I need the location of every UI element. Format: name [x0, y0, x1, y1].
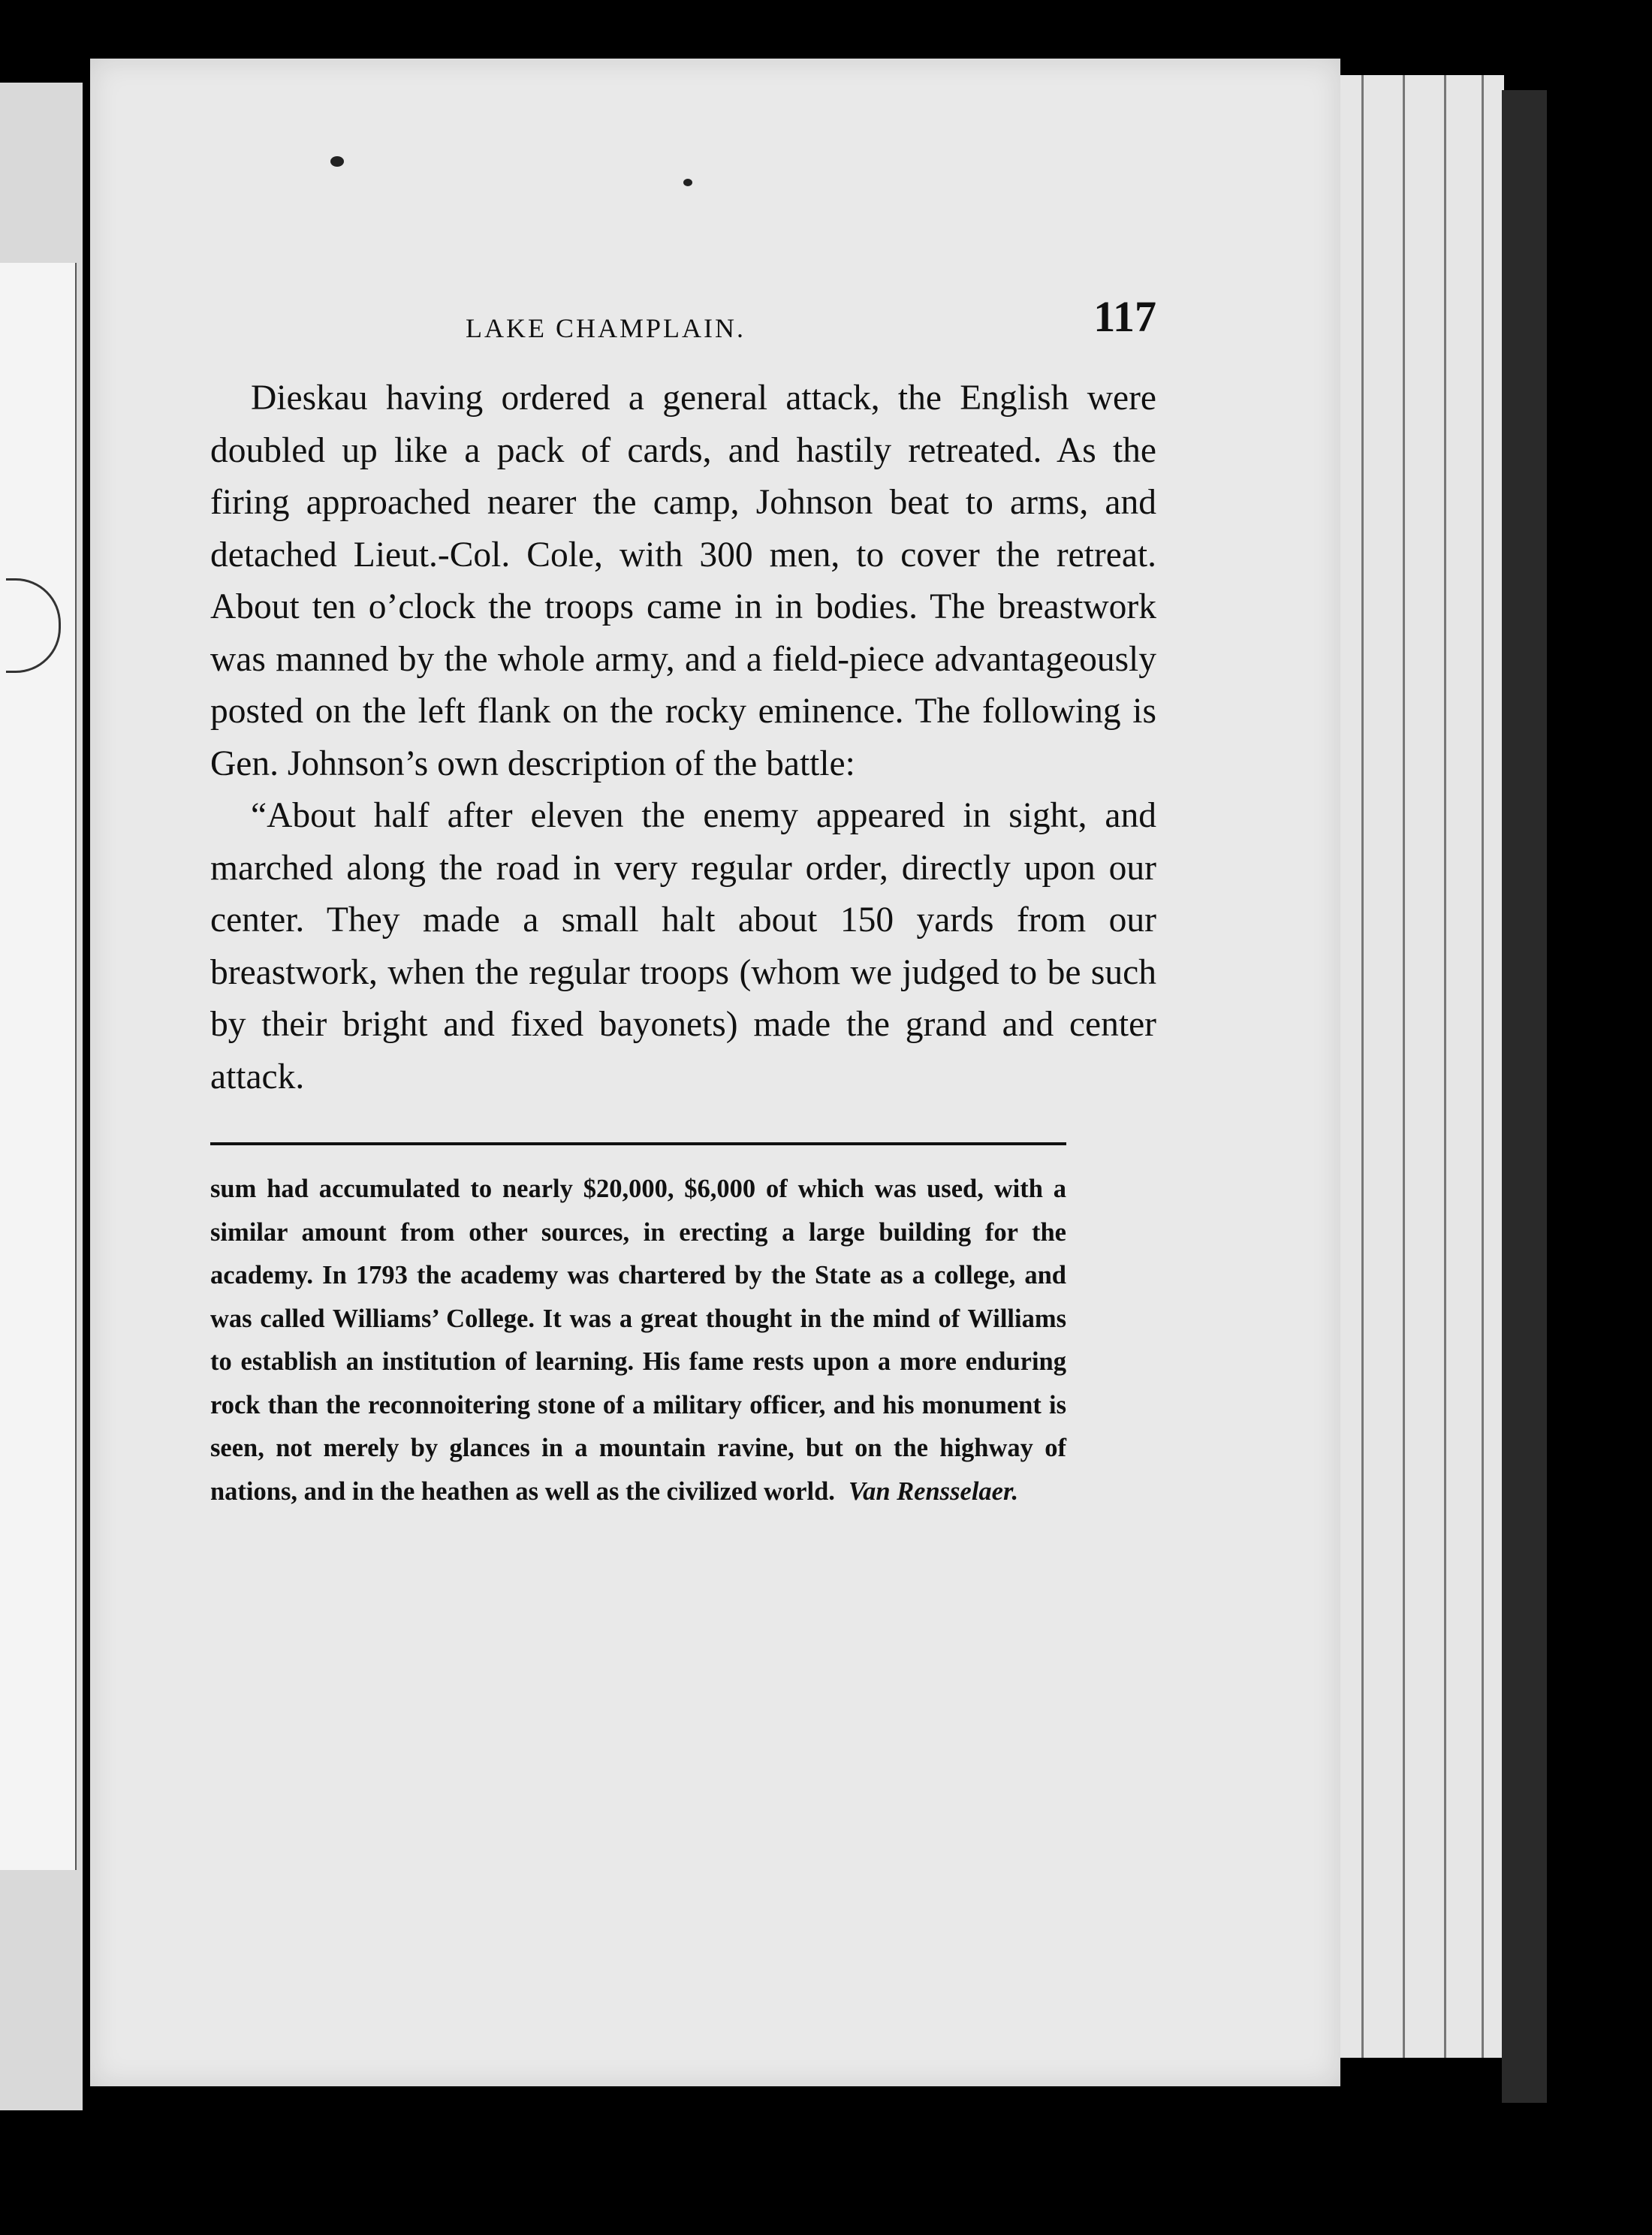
body-paragraph: Dieskau having ordered a general attack, the English were doubled up like a pack of cards, and hastily retreated. As the firing approached nearer the camp, Johnson beat to arms, and detached Lieut.-Col. Cole, with 300 men, to cover the retreat. About ten o’clock the troops came in in bodies. The breastwork was manned by the whole army, and a field-piece advantageously posted on the left flank on the rocky eminence. The following is Gen. Johnson’s own description of the battle:: [210, 379, 1156, 783]
body-paragraph: “About half after eleven the enemy appeared in sight, and marched along the road in very regular order, directly upon our center. They made a small halt about 150 yards from our breastwork, when the regular troops (whom we judged to be such by their bright and fixed bayonets) made the grand and center attack.: [210, 796, 1156, 1096]
running-head-title: LAKE CHAMPLAIN.: [466, 313, 746, 343]
page-number: 117: [1093, 292, 1156, 341]
book-page: [90, 59, 1340, 2086]
ink-speck: [683, 179, 692, 186]
left-page-margin: [0, 263, 77, 1870]
running-head: [210, 291, 1156, 359]
left-page-edge: [0, 83, 83, 2110]
footnote: [210, 1168, 1066, 1513]
body-text: [210, 372, 1156, 1103]
footnote-rule: [210, 1142, 1066, 1145]
footnote-text: sum had accumulated to nearly $20,000, $6,000 of which was used, with a similar amount from other sources, in erecting a large building for the academy. In 1793 the academy was chartered by the State as a college, and was called Williams’ College. It was a great thought in the mind of Williams to establish an institution of learning. His fame rests upon a more enduring rock than the reconnoitering stone of a military officer, and his monument is seen, not merely by glances in a mountain ravine, but on the highway of nations, and in the heathen as well as the civilized world.: [210, 1175, 1066, 1506]
page-edge-line: [1361, 75, 1364, 2058]
ink-speck: [330, 156, 344, 167]
page-edge-line: [1403, 75, 1405, 2058]
footnote-signature: Van Rensselaer.: [848, 1476, 1019, 1506]
page-content: [210, 291, 1156, 1513]
margin-mark: [6, 578, 61, 673]
bleed-through-artifact: [1430, 886, 1528, 1397]
